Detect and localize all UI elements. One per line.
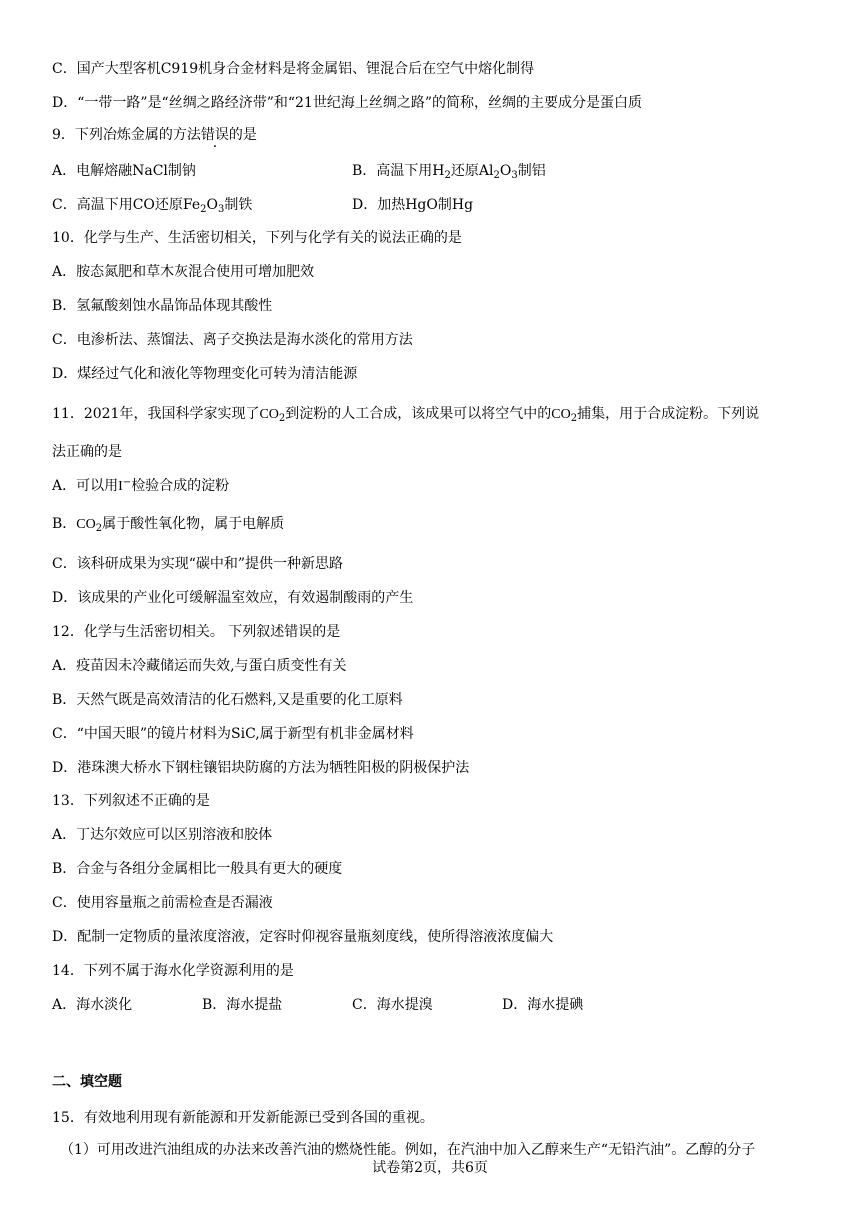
q9-options-row1 <box>52 161 812 181</box>
q14-option-c: C．海水提溴 <box>352 997 433 1013</box>
q11-option-a: A．可以用I−检验合成的淀粉 <box>52 477 230 494</box>
q13-stem: 13．下列叙述不正确的是 <box>52 793 210 809</box>
q9-emphasis: 错误 <box>200 127 229 143</box>
q9-options-row2 <box>52 195 812 215</box>
q12-option-c: C．“中国天眼”的镜片材料为SiC,属于新型有机非金属材料 <box>52 726 414 742</box>
q14-option-b: B．海水提盐 <box>202 997 283 1013</box>
q13-option-d: D．配制一定物质的量浓度溶液，定容时仰视容量瓶刻度线，使所得溶液浓度偏大 <box>52 929 554 945</box>
q14-option-a: A．海水淡化 <box>52 997 133 1013</box>
q10-option-c: C．电渗析法、蒸馏法、离子交换法是海水淡化的常用方法 <box>52 332 413 348</box>
q10-option-d: D．煤经过气化和液化等物理变化可转为清洁能源 <box>52 366 358 382</box>
q14-stem: 14．下列不属于海水化学资源利用的是 <box>52 963 294 979</box>
q9-option-a: A．电解熔融NaCl制钠 <box>52 163 196 179</box>
q11-option-c: C．该科研成果为实现“碳中和”提供一种新思路 <box>52 556 344 572</box>
q10-option-b: B．氢氟酸刻蚀水晶饰品体现其酸性 <box>52 298 273 314</box>
section-title: 二、填空题 <box>52 1074 122 1090</box>
q15-stem: 15．有效地利用现有新能源和开发新能源已受到各国的重视。 <box>52 1110 434 1126</box>
q8-option-c: C．国产大型客机C919机身合金材料是将金属铝、锂混合后在空气中熔化制得 <box>52 61 535 77</box>
q11-option-d: D．该成果的产业化可缓解温室效应，有效遏制酸雨的产生 <box>52 590 414 606</box>
q9-stem: 9．下列冶炼金属的方法错误的是 <box>52 127 257 143</box>
q12-stem: 12．化学与生活密切相关。 下列叙述错误的是 <box>52 624 341 640</box>
q13-option-c: C．使用容量瓶之前需检查是否漏液 <box>52 895 273 911</box>
q11-stem-line2: 法正确的是 <box>52 444 122 460</box>
q14-options <box>52 995 812 1015</box>
q11-option-b: B．$CO_2$属于酸性氧化物，属于电解质 <box>52 516 285 534</box>
q9-option-b: B．高温下用$H_2$还原$Al_2O_3$制铝 <box>352 163 546 181</box>
q12-option-b: B．天然气既是高效清洁的化石燃料,又是重要的化工原料 <box>52 692 403 708</box>
page-footer: 试卷第2页，共6页 <box>372 1160 488 1176</box>
q9-option-c: C．高温下用CO还原$Fe_2O_3$制铁 <box>52 197 253 215</box>
q12-option-d: D．港珠澳大桥水下钢柱镶铝块防腐的方法为牺牲阳极的阴极保护法 <box>52 760 470 776</box>
q10-option-a: A．胺态氮肥和草木灰混合使用可增加肥效 <box>52 264 315 280</box>
q8-option-d: D．“一带一路”是“丝绸之路经济带”和“21世纪海上丝绸之路”的简称，丝绸的主要成分是蛋白质 <box>52 95 642 111</box>
q15-part1: （1）可用改进汽油组成的办法来改善汽油的燃烧性能。例如，在汽油中加入乙醇来生产“无铅汽油”。乙醇的分子 <box>60 1142 756 1158</box>
q12-option-a: A．疫苗因未冷藏储运而失效,与蛋白质变性有关 <box>52 658 347 674</box>
q9-option-d: D．加热HgO制Hg <box>352 197 474 213</box>
q11-stem: 11．2021年，我国科学家实现了$CO_2$到淀粉的人工合成，该成果可以将空气中的$CO_2$捕集，用于合成淀粉。下列说 <box>52 406 760 424</box>
q10-stem: 10．化学与生产、生活密切相关，下列与化学有关的说法正确的是 <box>52 230 462 246</box>
q13-option-a: A．丁达尔效应可以区别溶液和胶体 <box>52 827 273 843</box>
q14-option-d: D．海水提碘 <box>502 997 584 1013</box>
q13-option-b: B．合金与各组分金属相比一般具有更大的硬度 <box>52 861 343 877</box>
